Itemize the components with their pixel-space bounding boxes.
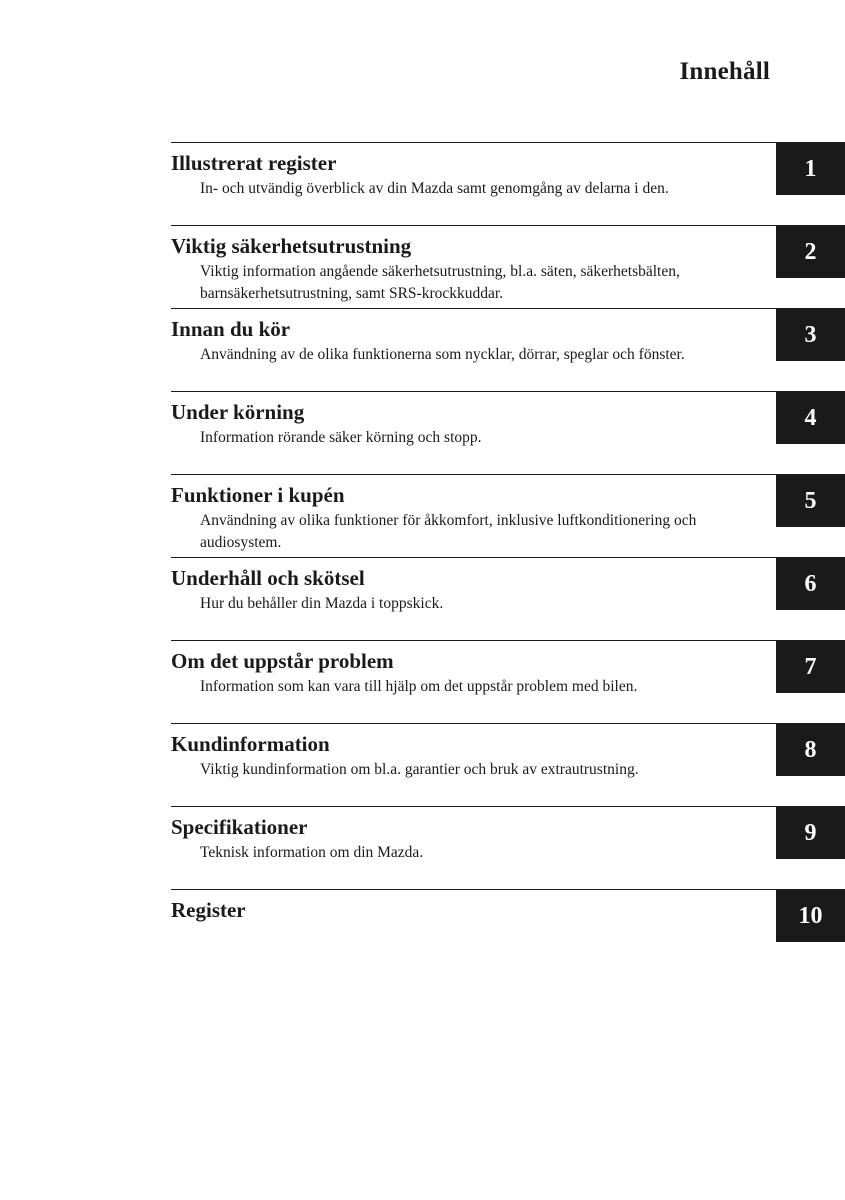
toc-section-funktioner-i-kupen[interactable] [171, 474, 845, 557]
section-description: Användning av de olika funktionerna som nycklar, dörrar, speglar och fönster. [200, 346, 685, 363]
section-title[interactable]: Kundinformation [171, 732, 330, 756]
section-title[interactable]: Funktioner i kupén [171, 483, 345, 507]
toc-section-kundinformation[interactable] [171, 723, 845, 806]
chapter-tab-5[interactable]: 5 [776, 475, 845, 527]
table-of-contents [171, 142, 845, 972]
chapter-tab-2[interactable]: 2 [776, 226, 845, 278]
toc-section-specifikationer[interactable] [171, 806, 845, 889]
section-title[interactable]: Viktig säkerhetsutrustning [171, 234, 412, 258]
toc-section-register[interactable] [171, 889, 845, 972]
chapter-tab-6[interactable]: 6 [776, 558, 845, 610]
toc-section-innan-du-kor[interactable] [171, 308, 845, 391]
chapter-tab-3[interactable]: 3 [776, 309, 845, 361]
section-title[interactable]: Innan du kör [171, 317, 291, 341]
section-title[interactable]: Specifikationer [171, 815, 308, 839]
toc-section-under-korning[interactable] [171, 391, 845, 474]
chapter-tab-7[interactable]: 7 [776, 641, 845, 693]
section-title[interactable]: Illustrerat register [171, 151, 337, 175]
section-description: Information rörande säker körning och stopp. [200, 429, 482, 446]
section-title[interactable]: Register [171, 898, 246, 922]
section-description: Information som kan vara till hjälp om det uppstår problem med bilen. [200, 678, 638, 695]
section-description: Teknisk information om din Mazda. [200, 844, 424, 861]
toc-section-underhall-och-skotsel[interactable] [171, 557, 845, 640]
toc-section-illustrerat-register[interactable] [171, 142, 845, 225]
chapter-tab-9[interactable]: 9 [776, 807, 845, 859]
chapter-tab-10[interactable]: 10 [776, 890, 845, 942]
section-description: Viktig kundinformation om bl.a. garantier och bruk av extrautrustning. [200, 761, 639, 778]
toc-section-viktig-sakerhetsutrustning[interactable] [171, 225, 845, 308]
section-title[interactable]: Om det uppstår problem [171, 649, 394, 673]
page-title: Innehåll [679, 58, 770, 85]
chapter-tab-1[interactable]: 1 [776, 143, 845, 195]
chapter-tab-8[interactable]: 8 [776, 724, 845, 776]
chapter-tab-4[interactable]: 4 [776, 392, 845, 444]
section-description: In- och utvändig överblick av din Mazda samt genomgång av delarna i den. [200, 180, 669, 197]
toc-section-om-det-uppstar-problem[interactable] [171, 640, 845, 723]
section-title[interactable]: Under körning [171, 400, 305, 424]
section-description: Användning av olika funktioner för åkkomfort, inklusive luftkonditionering och audiosystem. [200, 512, 697, 551]
section-title[interactable]: Underhåll och skötsel [171, 566, 365, 590]
section-description: Hur du behåller din Mazda i toppskick. [200, 595, 444, 612]
section-description: Viktig information angående säkerhetsutrustning, bl.a. säten, säkerhetsbälten, barnsäkerhetsutrustning, samt SRS-krockkuddar. [200, 263, 680, 302]
